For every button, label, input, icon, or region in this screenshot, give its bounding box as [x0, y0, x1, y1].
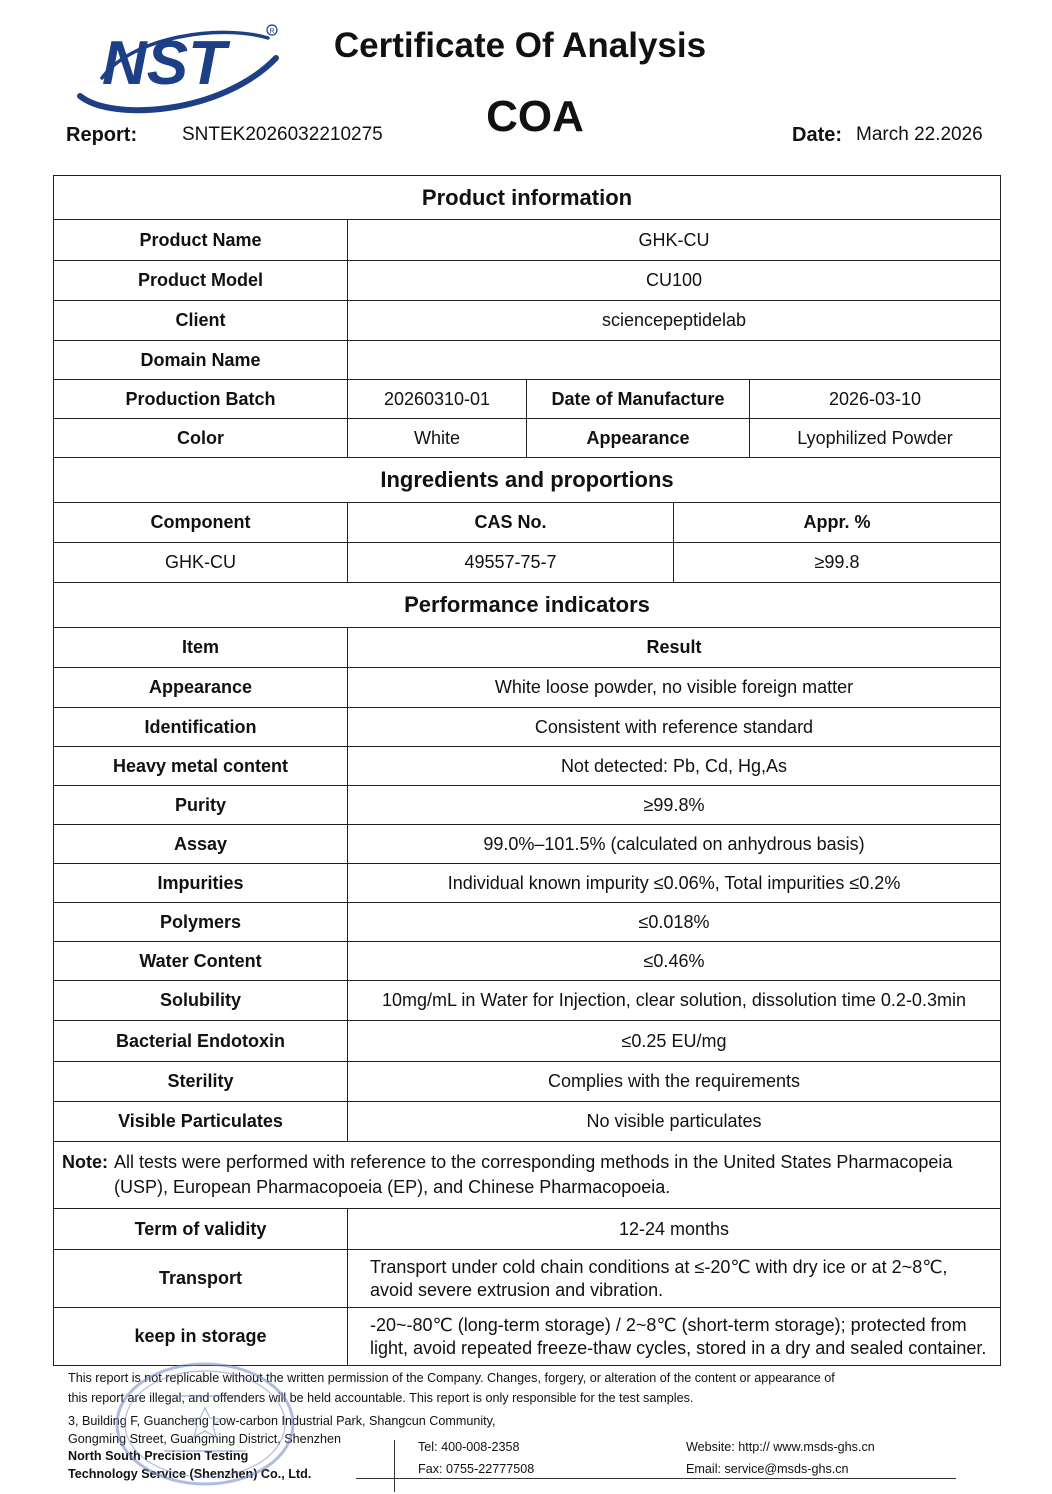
date-label: Date:	[792, 124, 843, 146]
report-label: Report:	[66, 124, 138, 146]
test-result: No visible particulates	[348, 1102, 1001, 1142]
appearance-label: Appearance	[527, 419, 750, 458]
cas-value: 49557-75-7	[348, 543, 674, 583]
storage-value: -20~-80℃ (long-term storage) / 2~8℃ (short-term storage); protected from light, avoid repeated freeze-thaw cycles, stored in a dry and sealed container.	[348, 1308, 1001, 1366]
table-row	[54, 668, 1001, 708]
product-model-value: CU100	[348, 261, 1001, 301]
company-name-line: Technology Service (Shenzhen) Co., Ltd.	[68, 1466, 312, 1481]
table-row	[54, 786, 1001, 825]
table-row	[54, 864, 1001, 903]
test-item: Impurities	[54, 864, 348, 903]
test-item: Solubility	[54, 981, 348, 1021]
test-result: ≥99.8%	[348, 786, 1001, 825]
test-result: 10mg/mL in Water for Injection, clear solution, dissolution time 0.2-0.3min	[348, 981, 1001, 1021]
test-item: Purity	[54, 786, 348, 825]
test-item: Identification	[54, 708, 348, 747]
table-row	[54, 1062, 1001, 1102]
fax-number: Fax: 0755-22777508	[418, 1462, 535, 1476]
transport-label: Transport	[54, 1250, 348, 1308]
test-item: Bacterial Endotoxin	[54, 1021, 348, 1062]
test-result: ≤0.46%	[348, 942, 1001, 981]
storage-label: keep in storage	[54, 1308, 348, 1366]
table-row	[54, 825, 1001, 864]
nst-logo	[72, 18, 292, 118]
domain-name-value	[348, 341, 1001, 380]
transport-value: Transport under cold chain conditions at ≤-20℃ with dry ice or at 2~8℃, avoid severe extrusion and vibration.	[348, 1250, 1001, 1308]
result-header: Result	[348, 628, 1001, 668]
test-result: Consistent with reference standard	[348, 708, 1001, 747]
website-link[interactable]: Website: http:// www.msds-ghs.cn	[686, 1440, 875, 1454]
cas-header: CAS No.	[348, 503, 674, 543]
test-result: Complies with the requirements	[348, 1062, 1001, 1102]
color-label: Color	[54, 419, 348, 458]
address-line: 3, Building F, Guancheng Low-carbon Industrial Park, Shangcun Community,	[68, 1414, 496, 1428]
table-row	[54, 708, 1001, 747]
logo-text: NST	[102, 29, 226, 98]
manufacture-date-label: Date of Manufacture	[527, 380, 750, 419]
table-row	[54, 1102, 1001, 1142]
note-text: All tests were performed with reference to the corresponding methods in the United States Pharmacopeia (USP), European Pharmacopoeia (EP), and Chinese Pharmacopoeia.	[114, 1152, 953, 1197]
disclaimer-line: this report are illegal, and offenders will be held accountable. This report is only responsible for the test samples.	[68, 1391, 694, 1405]
production-batch-value: 20260310-01	[348, 380, 527, 419]
table-row	[54, 747, 1001, 786]
test-item: Water Content	[54, 942, 348, 981]
disclaimer-line: This report is not replicable without the written permission of the Company. Changes, forgery, or alteration of the content or appearance of	[68, 1371, 835, 1385]
tel-number: Tel: 400-008-2358	[418, 1440, 520, 1454]
domain-name-label: Domain Name	[54, 341, 348, 380]
test-item: Visible Particulates	[54, 1102, 348, 1142]
performance-heading: Performance indicators	[54, 583, 1001, 628]
test-result: ≤0.018%	[348, 903, 1001, 942]
approx-percent-value: ≥99.8	[674, 543, 1001, 583]
approx-percent-header: Appr. %	[674, 503, 1001, 543]
test-item: Polymers	[54, 903, 348, 942]
company-name-line: North South Precision Testing	[68, 1449, 249, 1463]
test-result: White loose powder, no visible foreign matter	[348, 668, 1001, 708]
table-row	[54, 903, 1001, 942]
footer-divider-vertical	[394, 1440, 395, 1492]
item-header: Item	[54, 628, 348, 668]
table-row	[54, 1021, 1001, 1062]
product-model-label: Product Model	[54, 261, 348, 301]
test-result: Not detected: Pb, Cd, Hg,As	[348, 747, 1001, 786]
ingredients-heading: Ingredients and proportions	[54, 458, 1001, 503]
svg-text:R: R	[269, 28, 275, 35]
product-info-heading: Product information	[54, 176, 1001, 220]
email-link[interactable]: Email: service@msds-ghs.cn	[686, 1462, 849, 1476]
document-subtitle: COA	[486, 92, 584, 141]
test-item: Appearance	[54, 668, 348, 708]
table-row	[54, 981, 1001, 1021]
report-number: SNTEK2026032210275	[182, 124, 383, 145]
contact-phone	[418, 1436, 534, 1480]
contact-web	[686, 1436, 875, 1480]
test-item: Assay	[54, 825, 348, 864]
validity-value: 12-24 months	[348, 1209, 1001, 1250]
client-value: sciencepeptidelab	[348, 301, 1001, 341]
note-label: Note:	[62, 1152, 108, 1172]
color-value: White	[348, 419, 527, 458]
test-item: Heavy metal content	[54, 747, 348, 786]
production-batch-label: Production Batch	[54, 380, 348, 419]
product-name-value: GHK-CU	[348, 220, 1001, 261]
appearance-value: Lyophilized Powder	[750, 419, 1001, 458]
test-item: Sterility	[54, 1062, 348, 1102]
client-label: Client	[54, 301, 348, 341]
test-result: 99.0%–101.5% (calculated on anhydrous basis)	[348, 825, 1001, 864]
test-result: Individual known impurity ≤0.06%, Total impurities ≤0.2%	[348, 864, 1001, 903]
product-name-label: Product Name	[54, 220, 348, 261]
component-header: Component	[54, 503, 348, 543]
manufacture-date-value: 2026-03-10	[750, 380, 1001, 419]
date-value: March 22.2026	[856, 124, 983, 145]
coa-table	[53, 175, 1001, 1366]
note-cell	[54, 1142, 1001, 1209]
official-seal-stamp	[112, 1356, 298, 1486]
validity-label: Term of validity	[54, 1209, 348, 1250]
document-title: Certificate Of Analysis	[333, 26, 707, 65]
component-value: GHK-CU	[54, 543, 348, 583]
test-result: ≤0.25 EU/mg	[348, 1021, 1001, 1062]
table-row	[54, 942, 1001, 981]
address-line: Gongming Street, Guangming District, Shenzhen	[68, 1431, 342, 1446]
